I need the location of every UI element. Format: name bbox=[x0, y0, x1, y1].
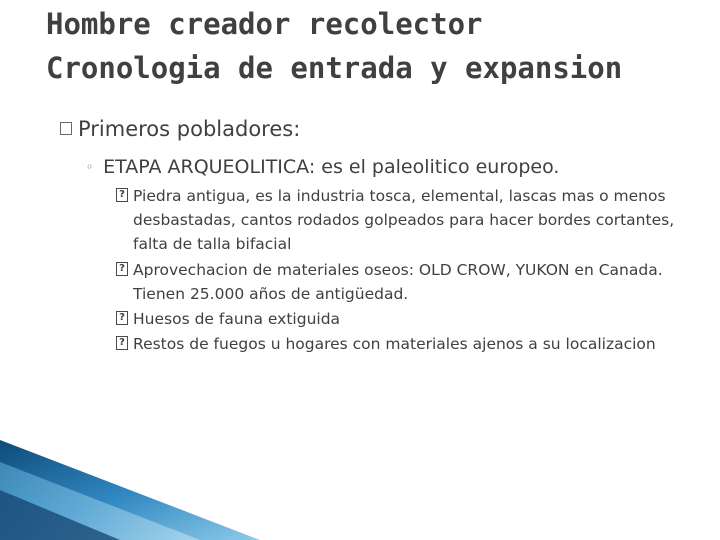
missing-glyph-icon: ? bbox=[116, 188, 128, 202]
bullet-level-3-text: Aprovechacion de materiales oseos: OLD CROW, YUKON en Canada. Tienen 25.000 años de antigüedad. bbox=[133, 261, 663, 303]
bullet-level-2 bbox=[86, 156, 559, 178]
bullet-level-1 bbox=[60, 117, 300, 141]
bullet-level-3-item bbox=[116, 307, 688, 331]
corner-decoration bbox=[0, 440, 260, 540]
slide-title-line-1: Hombre creador recolector bbox=[46, 7, 483, 41]
bullet-level-3-text: Piedra antigua, es la industria tosca, elemental, lascas mas o menos desbastadas, cantos rodados golpeados para hacer bordes cortantes, falta de talla bifacial bbox=[133, 187, 675, 253]
missing-glyph-icon: ? bbox=[116, 336, 128, 350]
missing-glyph-icon: ? bbox=[116, 262, 128, 276]
missing-glyph-icon: ? bbox=[116, 311, 128, 325]
bullet-level-3-text: Huesos de fauna extiguida bbox=[133, 310, 341, 328]
bullet-level-3-item bbox=[116, 184, 688, 256]
bullet-level-1-text: Primeros pobladores: bbox=[78, 117, 301, 141]
circle-bullet-icon: ◦ bbox=[86, 160, 94, 174]
bullet-level-2-text: ETAPA ARQUEOLITICA: es el paleolitico europeo. bbox=[103, 156, 560, 178]
square-bullet-icon bbox=[60, 122, 72, 135]
bullet-level-3-item bbox=[116, 258, 688, 306]
slide-title-line-2: Cronologia de entrada y expansion bbox=[46, 51, 623, 85]
bullet-level-3-item bbox=[116, 332, 688, 356]
bullet-level-3-text: Restos de fuegos u hogares con materiales ajenos a su localizacion bbox=[133, 335, 656, 353]
